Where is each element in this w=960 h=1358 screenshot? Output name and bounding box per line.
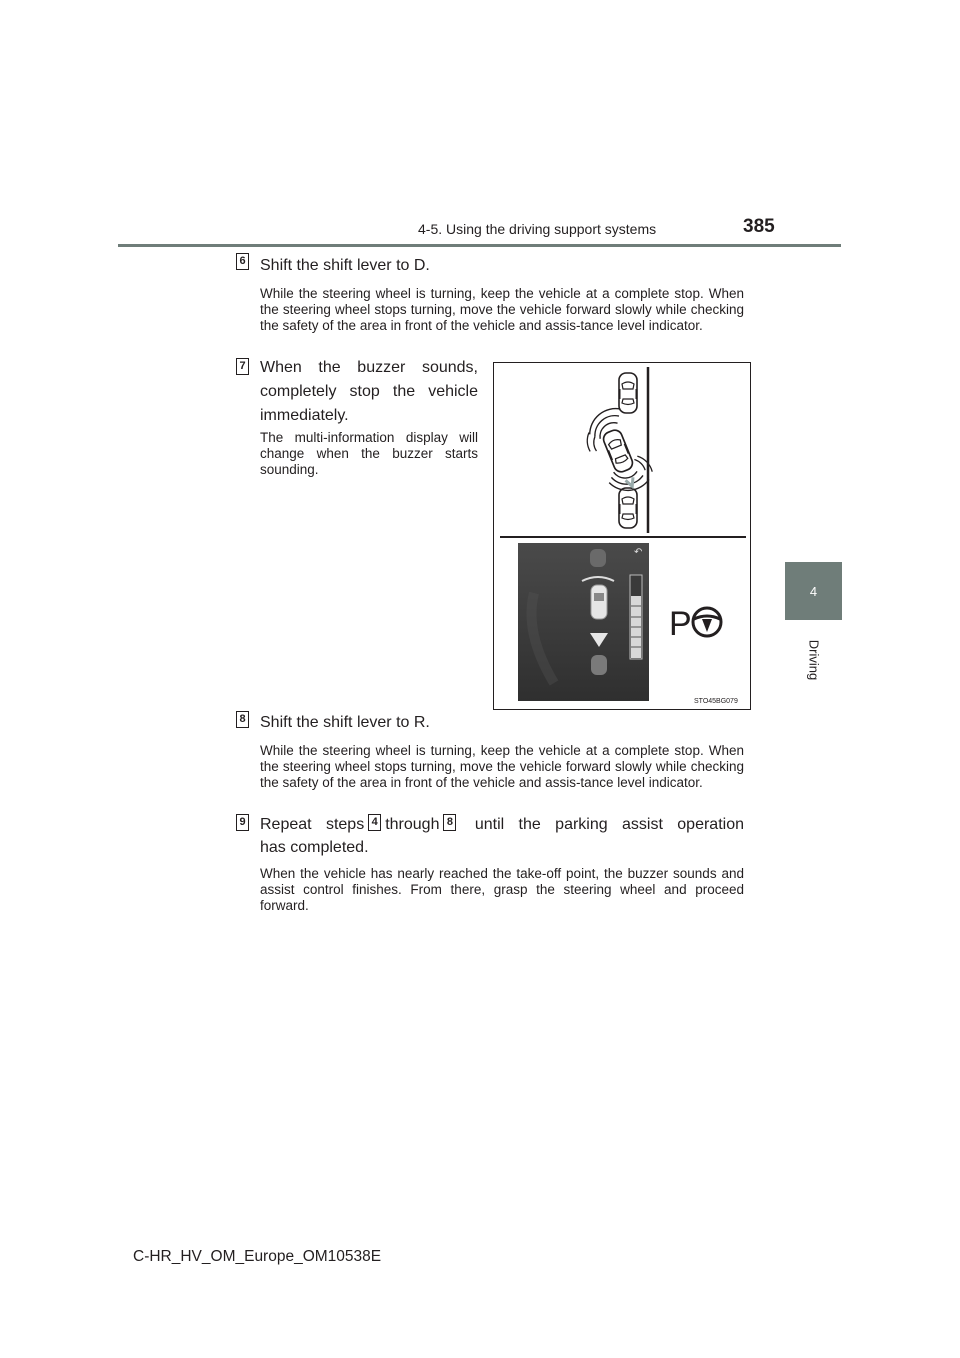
step-8-instruction: Shift the shift lever to R. bbox=[260, 714, 430, 731]
multi-information-display bbox=[518, 543, 649, 701]
section-title: 4-5. Using the driving support systems bbox=[418, 221, 657, 237]
page-number: 385 bbox=[743, 216, 775, 237]
step-number-6: 6 bbox=[236, 253, 249, 270]
figure-code: STO45BG079 bbox=[694, 698, 738, 705]
step-9-instruction-line2: has completed. bbox=[260, 839, 369, 856]
steering-wheel-icon bbox=[693, 608, 721, 636]
header-rule bbox=[118, 244, 841, 247]
return-icon: ↶ bbox=[634, 547, 643, 558]
step-8-detail: While the steering wheel is turning, keep the vehicle at a complete stop. When the steering wheel stops turning, move the vehicle forward slowly while checking the safety of the area in front of the vehicle and assis-tance level indicator. bbox=[260, 743, 744, 790]
chapter-tab-number: 4 bbox=[785, 562, 842, 620]
step-ref-8: 8 bbox=[443, 814, 456, 831]
parking-symbol: P bbox=[669, 605, 692, 643]
parking-assist-figure bbox=[493, 362, 751, 710]
parked-car-front bbox=[619, 373, 637, 413]
step-7-instruction: When the buzzer sounds, completely stop the vehicle immediately. bbox=[260, 359, 478, 424]
step-7-detail: The multi-information display will change when the buzzer starts sounding. bbox=[260, 430, 478, 477]
step-9-detail: When the vehicle has nearly reached the take-off point, the buzzer sounds and assist control finishes. From there, grasp the steering wheel and proceed forward. bbox=[260, 866, 744, 913]
parked-car-rear bbox=[619, 488, 637, 528]
step-ref-4: 4 bbox=[368, 814, 381, 831]
chapter-tab-label: Driving bbox=[806, 639, 821, 681]
step-number-8: 8 bbox=[236, 711, 249, 728]
step-number-9: 9 bbox=[236, 814, 249, 831]
step-9-instruction-line1: Repeat steps 4 through 8 until the parking assist operation bbox=[260, 816, 744, 833]
step-6-instruction: Shift the shift lever to D. bbox=[260, 257, 430, 274]
parking-illustration bbox=[494, 363, 750, 709]
maneuvering-car bbox=[578, 403, 656, 500]
document-id: C-HR_HV_OM_Europe_OM10538E bbox=[133, 1248, 382, 1265]
step-6-detail: While the steering wheel is turning, keep the vehicle at a complete stop. When the steering wheel stops turning, move the vehicle forward slowly while checking the safety of the area in front of the vehicle and assis-tance level indicator. bbox=[260, 286, 744, 333]
step-number-7: 7 bbox=[236, 358, 249, 375]
